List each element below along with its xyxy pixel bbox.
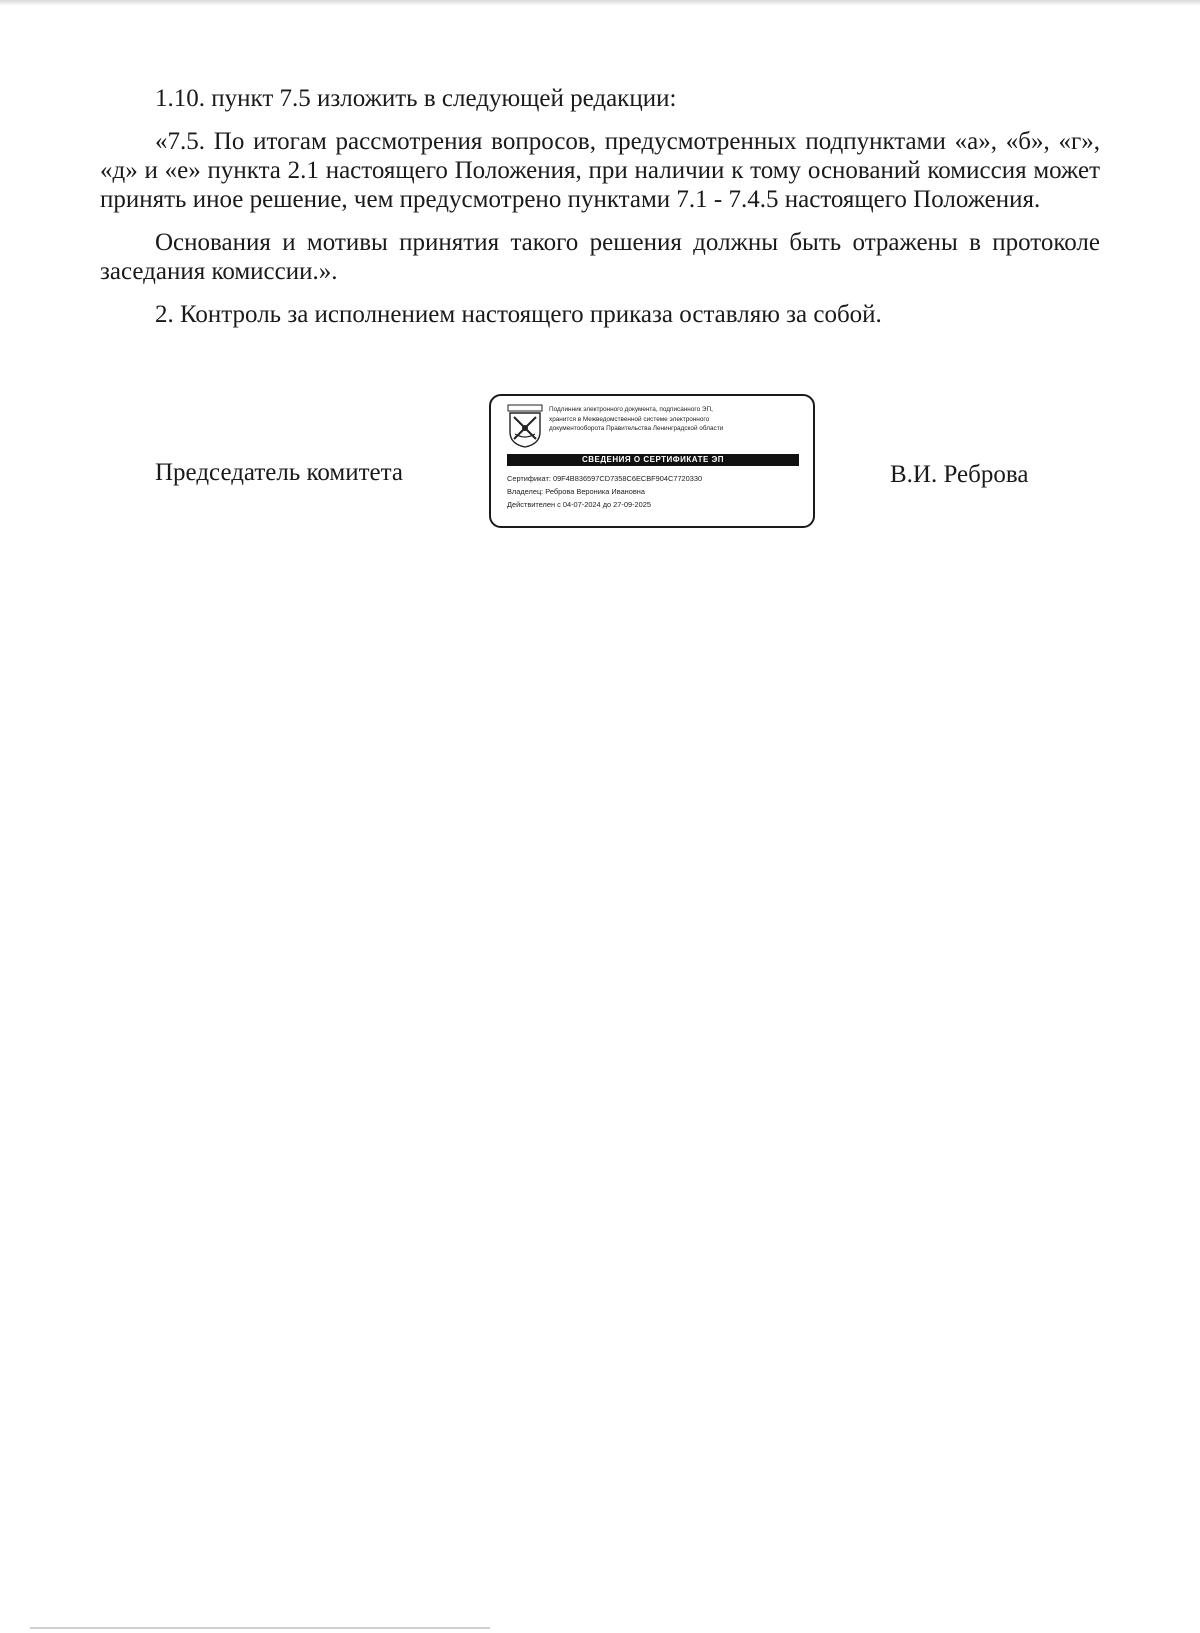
stamp-header-line: хранится в Межведомственной системе электронного bbox=[549, 415, 710, 423]
signature-block bbox=[100, 392, 1100, 532]
coat-of-arms-icon bbox=[507, 404, 543, 448]
scan-edge-top bbox=[0, 0, 1200, 6]
stamp-header bbox=[549, 405, 809, 434]
stamp-header-line: Подлинник электронного документа, подписанного ЭП, bbox=[549, 406, 713, 413]
stamp-header-line: документооборота Правительства Ленинградской области bbox=[549, 425, 724, 432]
stamp-title-bar: СВЕДЕНИЯ О СЕРТИФИКАТЕ ЭП bbox=[507, 454, 799, 466]
paragraph-control: 2. Контроль за исполнением настоящего приказа оставляю за собой. bbox=[155, 301, 882, 328]
paragraph-clause-7-5: «7.5. По итогам рассмотрения вопросов, предусмотренных подпунктами «а», «б», «г», «д» и «е» пункта 2.1 настоящего Положения, при наличии к тому оснований комиссия может принять иное решение, чем предусмотрено пунктами 7.1 - 7.4.5 настоящего Положения. bbox=[100, 128, 1100, 213]
paragraph-amendment-intro: 1.10. пункт 7.5 изложить в следующей редакции: bbox=[155, 85, 677, 112]
certificate-validity: Действителен с 04-07-2024 до 27-09-2025 bbox=[507, 500, 651, 509]
document-body bbox=[100, 84, 1100, 343]
electronic-signature-stamp bbox=[489, 394, 815, 528]
certificate-owner: Владелец: Реброва Вероника Ивановна bbox=[507, 487, 645, 496]
signer-name: В.И. Реброва bbox=[890, 461, 1029, 488]
paragraph-grounds: Основания и мотивы принятия такого решения должны быть отражены в протоколе заседания комиссии.». bbox=[100, 229, 1100, 285]
certificate-number: Сертификат: 09F4B836597CD7358C6ECBF904C7720330 bbox=[507, 474, 703, 483]
scan-edge-bottom bbox=[30, 1627, 490, 1629]
signer-position: Председатель комитета bbox=[155, 459, 403, 486]
stamp-details bbox=[507, 472, 807, 511]
